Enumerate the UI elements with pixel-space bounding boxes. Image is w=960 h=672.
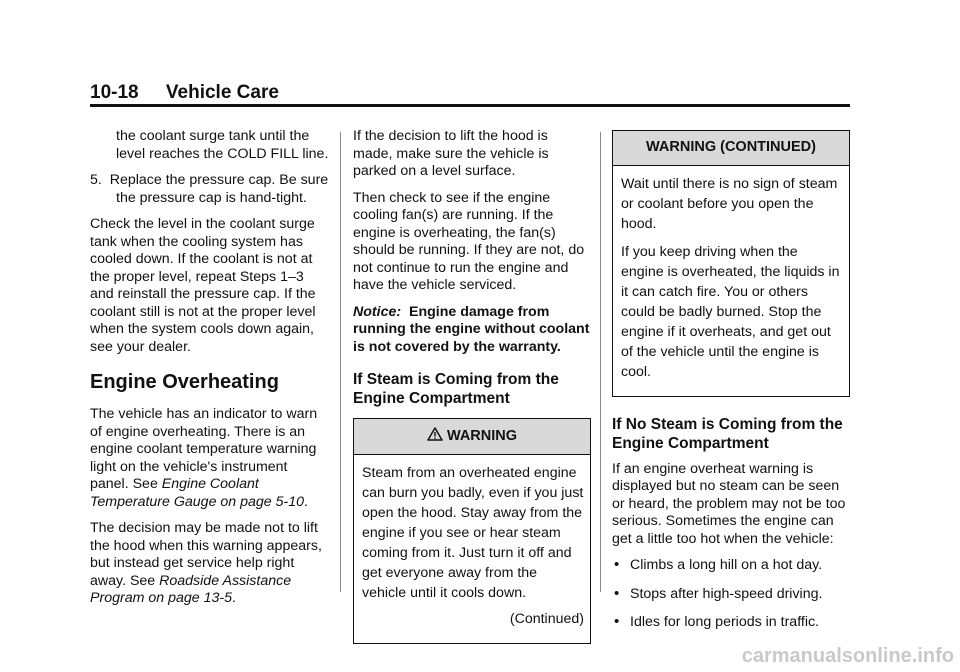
watermark: carmanualsonline.info [741, 645, 954, 667]
step-continuation: the coolant surge tank until the level reaches the COLD FILL line. [116, 128, 329, 162]
decision-paragraph [90, 520, 330, 608]
condition-list [612, 557, 850, 632]
warning-header: WARNING (CONTINUED) [613, 131, 849, 166]
fan-check-paragraph: Then check to see if the engine cooling fan(s) are running. If the engine is overheating, the fan(s) should be running. If they are not, do not continue to run the engine and have the vehicle serviced. [353, 189, 585, 293]
column-3 [612, 122, 850, 643]
list-item: • Climbs a long hill on a hot day. [612, 557, 850, 575]
body-text: . [304, 493, 308, 510]
lift-hood-paragraph: If the decision to lift the hood is made, make sure the vehicle is parked on a level surface. [353, 128, 549, 179]
page-number: 10-18 [90, 82, 139, 103]
step-number: 5. [90, 172, 102, 188]
section-title: Vehicle Care [165, 82, 279, 103]
warning-text: If you keep driving when the engine is overheated, the liquids in it can catch fire. You or others could be badly burned. Stop the engine if it overheats, and get out of the vehicle until the engine is cool. [621, 243, 840, 380]
body-text: . [231, 590, 236, 606]
body-text: The vehicle has an indicator to warn of engine overheating. There is an engine coolant temperature warning light on the vehicle's instrument panel. See [90, 406, 318, 492]
body-text: The decision may be made not to lift the hood when this warning appears, but instead get service help right away. See [90, 520, 322, 589]
warning-body [354, 455, 590, 643]
warning-title: WARNING [446, 428, 518, 444]
cross-reference-link[interactable]: Engine Coolant Temperature Gauge on page 5-10 [90, 476, 305, 510]
notice-text: Engine damage from running the engine without coolant is not covered by the warranty. [353, 303, 590, 355]
column-1 [90, 128, 330, 617]
warning-text: Steam from an overheated engine can burn you badly, even if you just open the hood. Stay away from the engine if you see or hear steam coming from it. Just turn it off and get everyone away from the vehicle until it cools down. [362, 464, 584, 601]
warning-box-continued [612, 130, 850, 397]
subsection-heading: If Steam is Coming from the Engine Compartment [353, 371, 559, 407]
cross-reference-link[interactable]: Roadside Assistance Program on page 13-5 [90, 572, 292, 606]
no-steam-paragraph: If an engine overheat warning is displayed but no steam can be seen or heard, the problem may not be too serious. Sometimes the engine can get a little too hot when the vehicle: [612, 460, 846, 547]
indicator-paragraph [90, 406, 330, 511]
continued-label: (Continued) [509, 610, 584, 627]
column-divider [600, 132, 601, 592]
warning-body [613, 166, 849, 396]
list-item: • Idles for long periods in traffic. [612, 614, 850, 632]
column-divider [340, 132, 341, 592]
list-item: • Stops after high-speed driving. [612, 586, 850, 604]
page-header [90, 82, 279, 104]
header-rule [90, 104, 850, 107]
warning-text: Wait until there is no sign of steam or coolant before you open the hood. [621, 175, 838, 232]
step-text: Replace the pressure cap. Be sure the pressure cap is hand-tight. [109, 172, 329, 206]
column-2 [353, 128, 591, 644]
warning-header [354, 419, 590, 455]
step-5 [90, 172, 330, 207]
section-heading: Engine Overheating [90, 371, 279, 393]
notice-label: Notice: [353, 303, 402, 320]
warning-box [353, 418, 591, 644]
subsection-heading: If No Steam is Coming from the Engine Compartment [612, 415, 843, 452]
notice [353, 304, 591, 357]
check-level-paragraph: Check the level in the coolant surge tank when the cooling system has cooled down. If the coolant is not at the proper level, repeat Steps 1–3 and reinstall the pressure cap. If the coolant still is not at the proper level when the system cools down again, see your dealer. [90, 216, 316, 355]
warning-triangle-icon [427, 427, 443, 441]
